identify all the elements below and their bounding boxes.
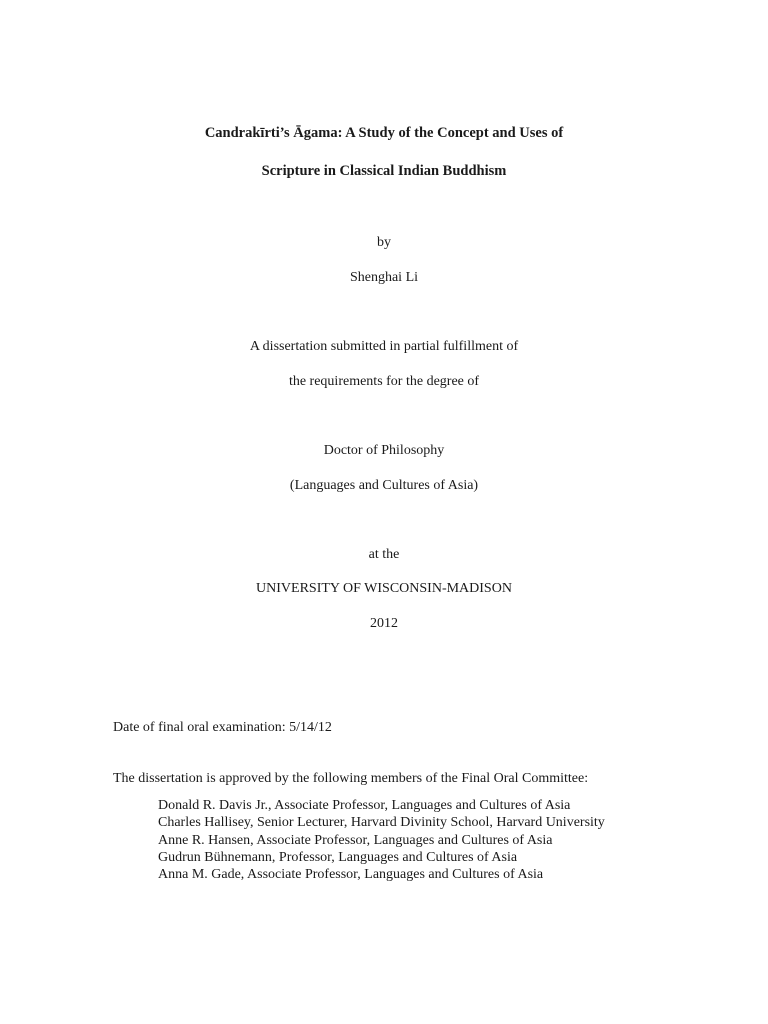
year: 2012 bbox=[370, 616, 398, 631]
by-label: by bbox=[377, 235, 391, 250]
dissertation-title-line-1: Candrakīrti’s Āgama: A Study of the Concept and Uses of bbox=[204, 125, 564, 141]
dissertation-title-line-2: Scripture in Classical Indian Buddhism bbox=[261, 163, 507, 179]
committee-member: Donald R. Davis Jr., Associate Professor, Languages and Cultures of Asia bbox=[158, 798, 571, 813]
degree-name: Doctor of Philosophy bbox=[323, 443, 445, 458]
submission-statement-line-2: the requirements for the degree of bbox=[288, 374, 480, 389]
author-name: Shenghai Li bbox=[349, 270, 419, 285]
committee-member: Anna M. Gade, Associate Professor, Languages and Cultures of Asia bbox=[158, 867, 544, 883]
degree-field: (Languages and Cultures of Asia) bbox=[289, 478, 479, 493]
submission-statement-line-1: A dissertation submitted in partial fulfillment of bbox=[249, 339, 519, 354]
committee-member: Charles Hallisey, Senior Lecturer, Harvard Divinity School, Harvard University bbox=[158, 815, 605, 831]
committee-member: Gudrun Bühnemann, Professor, Languages and Cultures of Asia bbox=[158, 849, 518, 865]
at-the-label: at the bbox=[368, 547, 400, 562]
committee-list bbox=[158, 797, 605, 883]
committee-intro: The dissertation is approved by the following members of the Final Oral Committee: bbox=[113, 771, 589, 786]
exam-date: Date of final oral examination: 5/14/12 bbox=[113, 720, 332, 735]
university-name: UNIVERSITY OF WISCONSIN-MADISON bbox=[256, 581, 512, 596]
committee-member: Anne R. Hansen, Associate Professor, Languages and Cultures of Asia bbox=[158, 832, 553, 848]
